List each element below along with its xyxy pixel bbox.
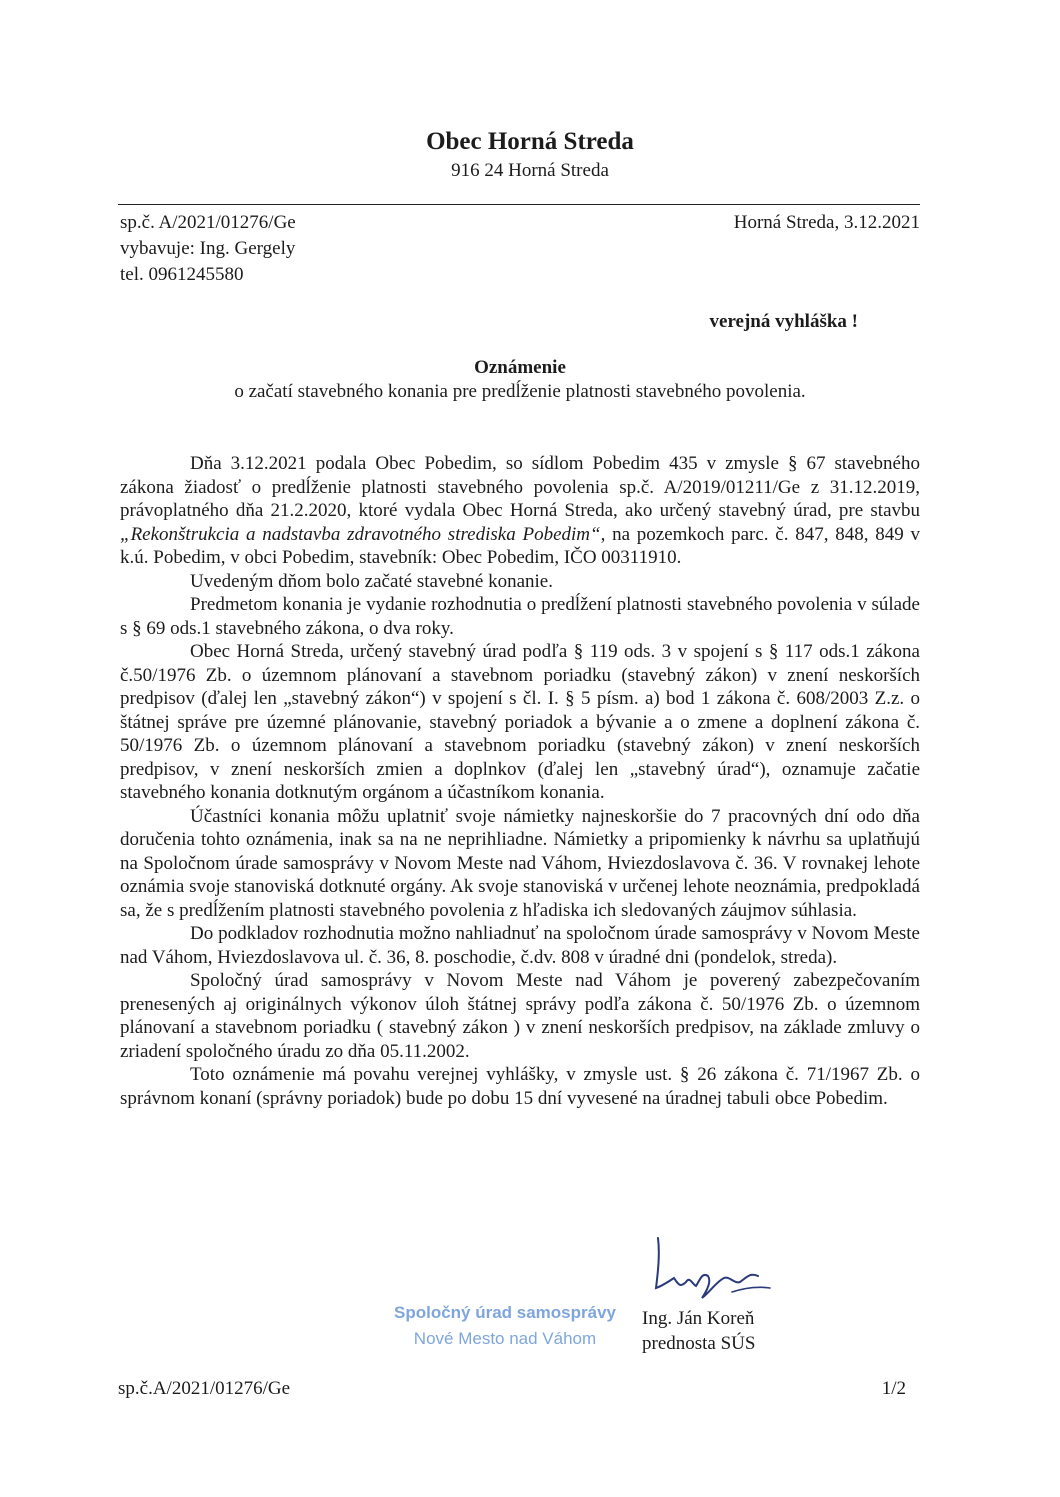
paragraph-authority: Obec Horná Streda, určený stavebný úrad podľa § 119 ods. 3 v spojení s § 117 ods.1 zákona č.50/1976 Zb. o územnom plánovaní a stavebnom poriadku (stavebný zákon) v znení neskorších predpisov (ďalej len „stavebný zákon“) v spojení s čl. I. § 5 písm. a) bod 1 zákona č. 608/2003 Z.z. o štátnej správe pre územné plánovanie, stavebný poriadok a bývanie a o zmene a doplnení zákona č. 50/1976 Zb. o územnom plánovaní a stavebnom poriadku (stavebný zákon) v znení neskorších predpisov, v znení neskorších zmien a doplnkov (ďalej len „stavebný úrad“), oznamuje začatie stavebného konania dotknutým orgánom a účastníkom konania. (120, 641, 920, 803)
subject-title: Oznámenie (474, 357, 566, 378)
stamp-line-1: Spoločný úrad samosprávy (393, 1303, 617, 1322)
office-stamp (380, 1300, 630, 1352)
paragraph-joint-office: Spoločný úrad samosprávy v Novom Meste nad Váhom je poverený zabezpečovaním prenesených aj originálnych výkonov úloh štátnej správy podľa zákona č. 50/1976 Zb. o územnom plánovaní a stavebnom poriadku ( stavebný zákon ) v znení neskorších predpisov, na základe zmluvy o zriadení spoločného úradu zo dňa 05.11.2002. (120, 970, 920, 1062)
notice-type: verejná vyhláška ! (709, 311, 858, 332)
signer-name: Ing. Ján Koreň (642, 1308, 755, 1329)
paragraph-public-notice: Toto oznámenie má povahu verejnej vyhlášky, v zmysle ust. § 26 zákona č. 71/1967 Zb. o správnom konaní (správny poriadok) bude po dobu 15 dní vyvesené na úradnej tabuli obce Pobedim. (120, 1064, 920, 1109)
paragraph-objections: Účastníci konania môžu uplatniť svoje námietky najneskoršie do 7 pracovných dní odo dňa doručenia tohto oznámenia, inak sa na ne neprihliadne. Námietky a pripomienky k návrhu sa uplatňujú na Spoločnom úrade samosprávy v Novom Meste nad Váhom, Hviezdoslavova č. 36. V rovnakej lehote oznámia svoje stanoviská dotknuté orgány. Ak svoje stanoviská v určenej lehote neoznámia, predpokladá sa, že s predĺžením platnosti stavebného povolenia z hľadiska ich sledovaných záujmov súhlasia. (120, 805, 920, 921)
place-date: Horná Streda, 3.12.2021 (733, 212, 920, 233)
signer-block (642, 1306, 755, 1356)
paragraph-application: Dňa 3.12.2021 podala Obec Pobedim, so sídlom Pobedim 435 v zmysle § 67 stavebného zákona žiadosť o predĺženie platnosti stavebného povolenia sp.č. A/2019/01211/Ge z 31.12.2019, právoplatného dňa 21.2.2020, ktoré vydala Obec Horná Streda, ako určený stavebný úrad, pre stavbu „Rekonštrukcia a nadstavba zdravotného strediska Pobedim“, na pozemkoch parc. č. 847, 848, 849 v k.ú. Pobedim, v obci Pobedim, stavebník: Obec Pobedim, IČO 00311910. (120, 453, 921, 568)
subject-subtitle: o začatí stavebného konania pre predĺženie platnosti stavebného povolenia. (234, 381, 806, 402)
paragraph-inspection: Do podkladov rozhodnutia možno nahliadnuť na spoločnom úrade samosprávy v Novom Meste nad Váhom, Hviezdoslavova ul. č. 36, 8. poschodie, č.dv. 808 v úradné dni (pondelok, streda). (120, 923, 920, 968)
handwritten-signature (640, 1232, 780, 1312)
page-number: 1/2 (881, 1378, 906, 1399)
handled-by: vybavuje: Ing. Gergely (120, 238, 296, 259)
footer-file-number: sp.č.A/2021/01276/Ge (118, 1378, 291, 1399)
municipality-address: 916 24 Horná Streda (451, 160, 609, 181)
reference-block (120, 210, 296, 288)
phone-number: tel. 0961245580 (120, 264, 244, 285)
municipality-title: Obec Horná Streda (426, 128, 634, 155)
header-divider (118, 204, 920, 205)
paragraph-start: Uvedeným dňom bolo začaté stavebné konanie. (190, 570, 553, 592)
project-name: „Rekonštrukcia a nadstavba zdravotného strediska Pobedim“ (120, 523, 601, 545)
paragraph-subject: Predmetom konania je vydanie rozhodnutia o predĺžení platnosti stavebného povolenia v súlade s § 69 ods.1 stavebného zákona, o dva roky. (120, 594, 920, 639)
file-number: sp.č. A/2021/01276/Ge (120, 212, 296, 233)
document-body (120, 452, 920, 1110)
stamp-line-2: Nové Mesto nad Váhom (413, 1329, 597, 1348)
signer-title: prednosta SÚS (642, 1333, 756, 1354)
